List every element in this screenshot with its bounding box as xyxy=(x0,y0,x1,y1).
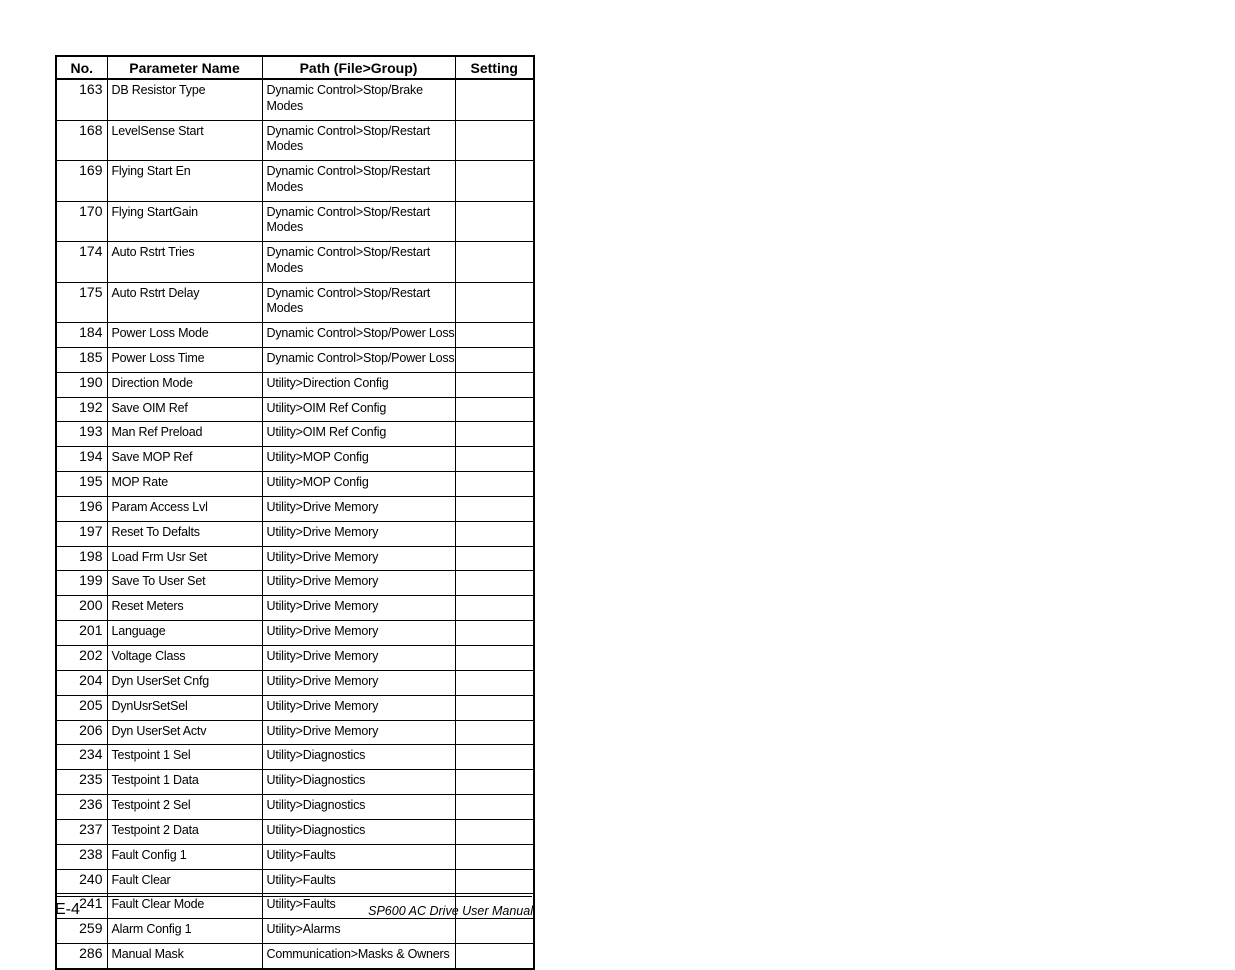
parameter-name: Testpoint 2 Sel xyxy=(107,795,262,820)
parameter-setting[interactable] xyxy=(455,720,534,745)
parameter-setting[interactable] xyxy=(455,869,534,894)
parameter-number: 206 xyxy=(56,720,107,745)
table-row xyxy=(56,422,534,447)
table-row xyxy=(56,472,534,497)
parameter-name: Direction Mode xyxy=(107,372,262,397)
parameter-name: Fault Clear Mode xyxy=(107,894,262,919)
parameter-setting[interactable] xyxy=(455,496,534,521)
parameter-name: Fault Clear xyxy=(107,869,262,894)
parameter-name: Power Loss Mode xyxy=(107,323,262,348)
parameter-name: Testpoint 2 Data xyxy=(107,819,262,844)
table-row xyxy=(56,282,534,323)
parameter-name: Auto Rstrt Tries xyxy=(107,242,262,283)
parameter-path: Utility>Alarms xyxy=(262,919,455,944)
parameter-path: Utility>MOP Config xyxy=(262,472,455,497)
parameter-path: Dynamic Control>Stop/Restart Modes xyxy=(262,282,455,323)
parameter-path: Utility>Diagnostics xyxy=(262,745,455,770)
parameter-path: Utility>Drive Memory xyxy=(262,670,455,695)
parameter-setting[interactable] xyxy=(455,596,534,621)
parameter-table xyxy=(55,55,535,970)
parameter-number: 174 xyxy=(56,242,107,283)
parameter-setting[interactable] xyxy=(455,79,534,120)
parameter-path: Utility>Drive Memory xyxy=(262,695,455,720)
parameter-setting[interactable] xyxy=(455,521,534,546)
table-header-row xyxy=(56,56,534,79)
table-row xyxy=(56,79,534,120)
parameter-number: 169 xyxy=(56,161,107,202)
table-row xyxy=(56,621,534,646)
table-row xyxy=(56,596,534,621)
parameter-name: Voltage Class xyxy=(107,645,262,670)
table-row xyxy=(56,521,534,546)
parameter-setting[interactable] xyxy=(455,397,534,422)
table-row xyxy=(56,869,534,894)
parameter-number: 241 xyxy=(56,894,107,919)
table-body xyxy=(56,79,534,969)
parameter-setting[interactable] xyxy=(455,795,534,820)
parameter-setting[interactable] xyxy=(455,201,534,242)
table-row xyxy=(56,397,534,422)
table-row xyxy=(56,201,534,242)
parameter-number: 196 xyxy=(56,496,107,521)
parameter-number: 201 xyxy=(56,621,107,646)
parameter-setting[interactable] xyxy=(455,695,534,720)
parameter-setting[interactable] xyxy=(455,323,534,348)
parameter-number: 193 xyxy=(56,422,107,447)
manual-title: SP600 AC Drive User Manual xyxy=(368,904,533,918)
parameter-name: Param Access Lvl xyxy=(107,496,262,521)
table-row xyxy=(56,447,534,472)
parameter-setting[interactable] xyxy=(455,919,534,944)
parameter-setting[interactable] xyxy=(455,347,534,372)
parameter-setting[interactable] xyxy=(455,161,534,202)
parameter-path: Dynamic Control>Stop/Power Loss xyxy=(262,347,455,372)
parameter-name: MOP Rate xyxy=(107,472,262,497)
parameter-path: Utility>Diagnostics xyxy=(262,819,455,844)
parameter-setting[interactable] xyxy=(455,372,534,397)
parameter-setting[interactable] xyxy=(455,670,534,695)
table-row xyxy=(56,770,534,795)
parameter-name: DynUsrSetSel xyxy=(107,695,262,720)
parameter-path: Utility>Faults xyxy=(262,844,455,869)
parameter-path: Dynamic Control>Stop/Brake Modes xyxy=(262,79,455,120)
parameter-path: Utility>OIM Ref Config xyxy=(262,422,455,447)
parameter-setting[interactable] xyxy=(455,282,534,323)
parameter-path: Utility>MOP Config xyxy=(262,447,455,472)
table-row xyxy=(56,819,534,844)
parameter-path: Utility>Drive Memory xyxy=(262,596,455,621)
parameter-path: Dynamic Control>Stop/Restart Modes xyxy=(262,242,455,283)
parameter-setting[interactable] xyxy=(455,120,534,161)
parameter-name: Fault Config 1 xyxy=(107,844,262,869)
parameter-number: 190 xyxy=(56,372,107,397)
parameter-path: Utility>Drive Memory xyxy=(262,720,455,745)
parameter-name: Alarm Config 1 xyxy=(107,919,262,944)
parameter-setting[interactable] xyxy=(455,844,534,869)
parameter-path: Utility>Drive Memory xyxy=(262,621,455,646)
parameter-setting[interactable] xyxy=(455,645,534,670)
table-row xyxy=(56,944,534,969)
parameter-number: 163 xyxy=(56,79,107,120)
parameter-name: Manual Mask xyxy=(107,944,262,969)
parameter-path: Dynamic Control>Stop/Restart Modes xyxy=(262,161,455,202)
parameter-number: 205 xyxy=(56,695,107,720)
parameter-path: Dynamic Control>Stop/Restart Modes xyxy=(262,201,455,242)
table-row xyxy=(56,670,534,695)
parameter-setting[interactable] xyxy=(455,472,534,497)
parameter-name: Save OIM Ref xyxy=(107,397,262,422)
parameter-name: Save To User Set xyxy=(107,571,262,596)
parameter-setting[interactable] xyxy=(455,770,534,795)
table-row xyxy=(56,695,534,720)
parameter-path: Utility>Drive Memory xyxy=(262,571,455,596)
parameter-setting[interactable] xyxy=(455,944,534,969)
parameter-path: Utility>Drive Memory xyxy=(262,496,455,521)
parameter-setting[interactable] xyxy=(455,546,534,571)
parameter-number: 194 xyxy=(56,447,107,472)
table-row xyxy=(56,720,534,745)
parameter-name: Man Ref Preload xyxy=(107,422,262,447)
parameter-path: Utility>Diagnostics xyxy=(262,770,455,795)
parameter-name: DB Resistor Type xyxy=(107,79,262,120)
parameter-number: 235 xyxy=(56,770,107,795)
table-row xyxy=(56,496,534,521)
table-row xyxy=(56,161,534,202)
parameter-number: 204 xyxy=(56,670,107,695)
parameter-name: Testpoint 1 Sel xyxy=(107,745,262,770)
parameter-number: 259 xyxy=(56,919,107,944)
parameter-setting[interactable] xyxy=(455,571,534,596)
parameter-path: Utility>Drive Memory xyxy=(262,521,455,546)
parameter-number: 286 xyxy=(56,944,107,969)
parameter-name: Language xyxy=(107,621,262,646)
parameter-name: Auto Rstrt Delay xyxy=(107,282,262,323)
table-row xyxy=(56,120,534,161)
parameter-number: 184 xyxy=(56,323,107,348)
table-row xyxy=(56,546,534,571)
parameter-path: Utility>OIM Ref Config xyxy=(262,397,455,422)
parameter-setting[interactable] xyxy=(455,422,534,447)
parameter-name: Load Frm Usr Set xyxy=(107,546,262,571)
parameter-number: 238 xyxy=(56,844,107,869)
parameter-number: 202 xyxy=(56,645,107,670)
parameter-number: 198 xyxy=(56,546,107,571)
parameter-number: 199 xyxy=(56,571,107,596)
footer-divider xyxy=(55,896,532,897)
parameter-path: Utility>Direction Config xyxy=(262,372,455,397)
parameter-path: Utility>Diagnostics xyxy=(262,795,455,820)
parameter-name: LevelSense Start xyxy=(107,120,262,161)
parameter-name: Dyn UserSet Actv xyxy=(107,720,262,745)
table-row xyxy=(56,347,534,372)
parameter-number: 195 xyxy=(56,472,107,497)
parameter-name: Reset To Defalts xyxy=(107,521,262,546)
table-row xyxy=(56,795,534,820)
table-row xyxy=(56,745,534,770)
parameter-setting[interactable] xyxy=(455,447,534,472)
table-row xyxy=(56,571,534,596)
parameter-number: 197 xyxy=(56,521,107,546)
column-header-parameter-name: Parameter Name xyxy=(107,56,262,79)
parameter-number: 234 xyxy=(56,745,107,770)
parameter-number: 175 xyxy=(56,282,107,323)
column-header-no: No. xyxy=(56,56,107,79)
table-row xyxy=(56,242,534,283)
parameter-path: Communication>Masks & Owners xyxy=(262,944,455,969)
parameter-number: 168 xyxy=(56,120,107,161)
table-row xyxy=(56,323,534,348)
parameter-number: 237 xyxy=(56,819,107,844)
parameter-name: Flying StartGain xyxy=(107,201,262,242)
parameter-number: 185 xyxy=(56,347,107,372)
column-header-path: Path (File>Group) xyxy=(262,56,455,79)
parameter-path: Utility>Faults xyxy=(262,869,455,894)
parameter-number: 170 xyxy=(56,201,107,242)
parameter-path: Dynamic Control>Stop/Power Loss xyxy=(262,323,455,348)
table-row xyxy=(56,645,534,670)
page-number: E-4 xyxy=(55,901,80,918)
parameter-number: 236 xyxy=(56,795,107,820)
parameter-name: Power Loss Time xyxy=(107,347,262,372)
parameter-setting[interactable] xyxy=(455,819,534,844)
parameter-setting[interactable] xyxy=(455,745,534,770)
parameter-path: Dynamic Control>Stop/Restart Modes xyxy=(262,120,455,161)
parameter-path: Utility>Drive Memory xyxy=(262,546,455,571)
parameter-path: Utility>Faults xyxy=(262,894,455,919)
parameter-setting[interactable] xyxy=(455,621,534,646)
parameter-number: 240 xyxy=(56,869,107,894)
parameter-setting[interactable] xyxy=(455,242,534,283)
table-row xyxy=(56,372,534,397)
parameter-name: Save MOP Ref xyxy=(107,447,262,472)
parameter-name: Flying Start En xyxy=(107,161,262,202)
table-row xyxy=(56,844,534,869)
parameter-name: Reset Meters xyxy=(107,596,262,621)
parameter-name: Testpoint 1 Data xyxy=(107,770,262,795)
parameter-path: Utility>Drive Memory xyxy=(262,645,455,670)
table-row xyxy=(56,919,534,944)
parameter-number: 200 xyxy=(56,596,107,621)
parameter-name: Dyn UserSet Cnfg xyxy=(107,670,262,695)
parameter-number: 192 xyxy=(56,397,107,422)
column-header-setting: Setting xyxy=(455,56,534,79)
